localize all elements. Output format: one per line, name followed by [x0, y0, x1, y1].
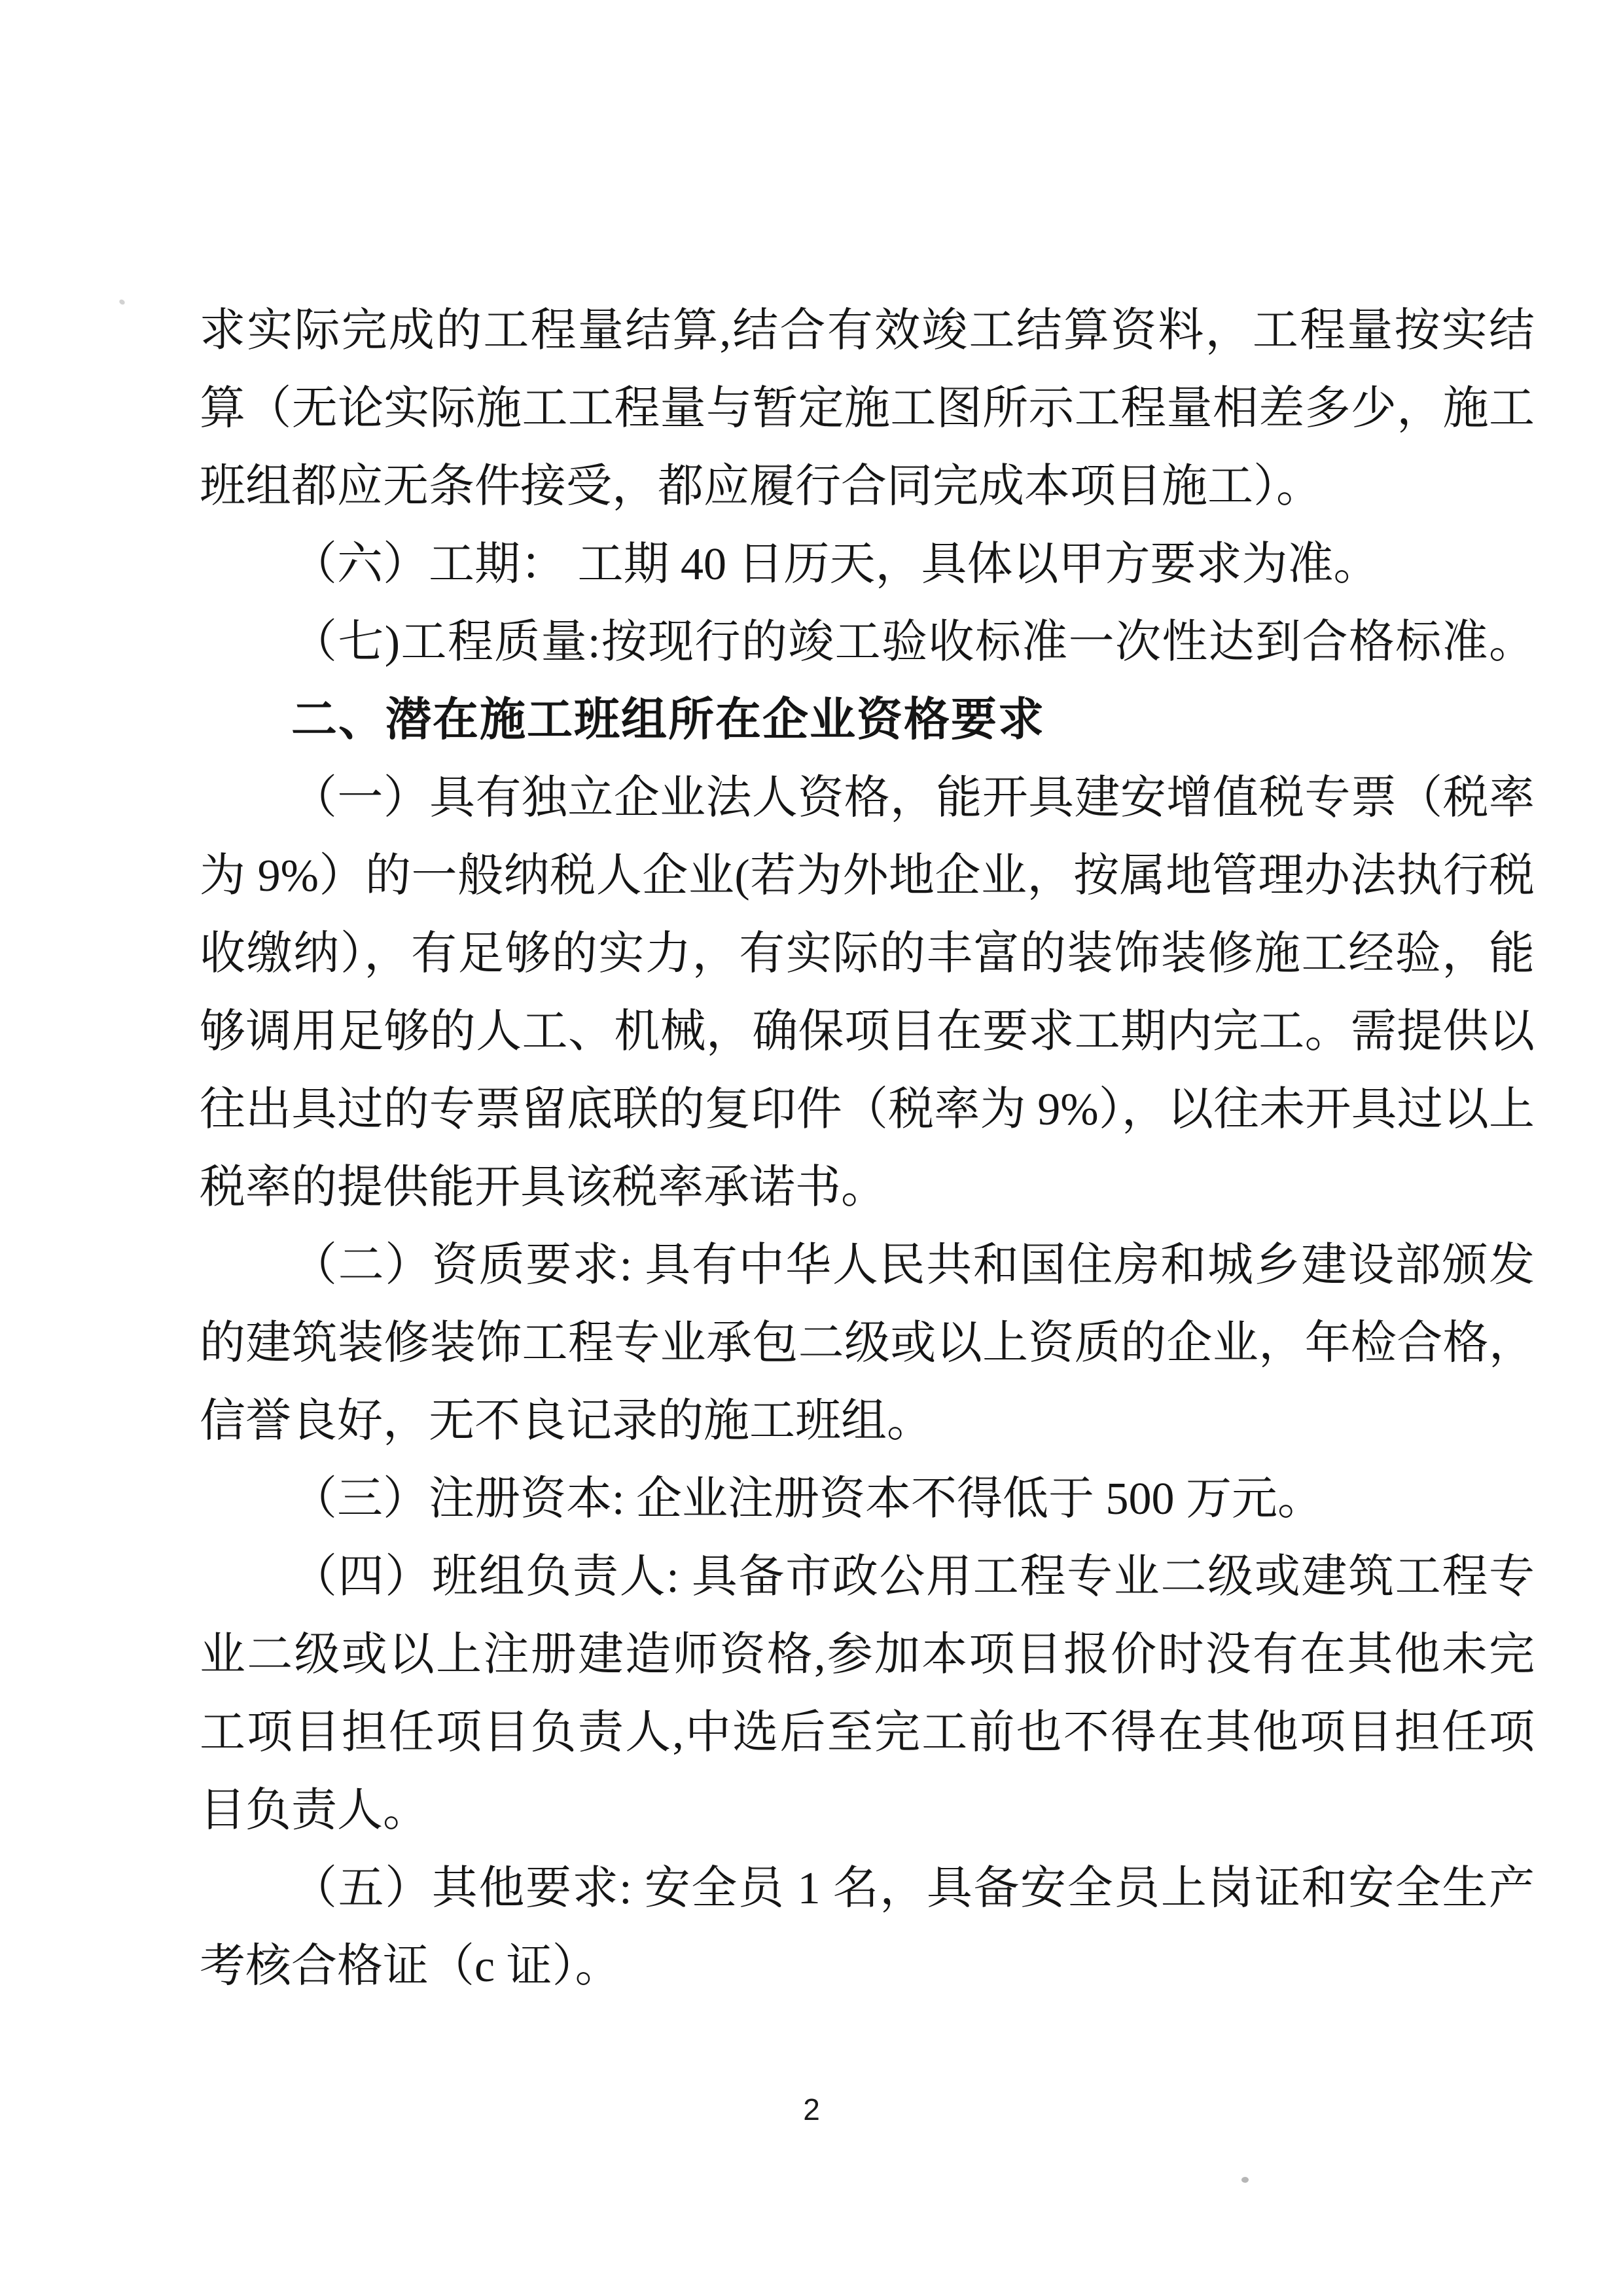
text-line: （四）班组负责人: 具备市政公用工程专业二级或建筑工程专 — [291, 1552, 1535, 1602]
text-line: 考核合格证（c 证）。 — [200, 1941, 621, 1992]
page-number: 2 — [803, 2092, 820, 2126]
text-line: （一）具有独立企业法人资格，能开具建安增值税专票（税率 — [291, 773, 1535, 823]
text-line: 业二级或以上注册建造师资格,参加本项目报价时没有在其他未完 — [200, 1630, 1535, 1680]
text-line: 往出具过的专票留底联的复印件（税率为 9%），以往未开具过以上 — [200, 1085, 1535, 1135]
text-line: 目负责人。 — [200, 1785, 429, 1836]
text-line: （五）其他要求: 安全员 1 名，具备安全员上岗证和安全生产 — [291, 1863, 1535, 1914]
document-body — [200, 292, 1535, 2005]
scan-artifact-dot — [118, 298, 126, 306]
text-line: 算（无论实际施工工程量与暂定施工图所示工程量相差多少，施工 — [200, 384, 1535, 434]
text-line: （六）工期： 工期 40 日历天，具体以甲方要求为准。 — [291, 539, 1380, 590]
text-line: 税率的提供能开具该税率承诺书。 — [200, 1162, 887, 1213]
text-line: 的建筑装修装饰工程专业承包二级或以上资质的企业，年检合格， — [200, 1318, 1535, 1369]
text-line: （三）注册资本: 企业注册资本不得低于 500 万元。 — [291, 1474, 1323, 1524]
scan-artifact-dot — [1241, 2177, 1249, 2183]
text-line: 工项目担任项目负责人,中选后至完工前也不得在其他项目担任项 — [200, 1708, 1535, 1758]
text-line: 求实际完成的工程量结算,结合有效竣工结算资料，工程量按实结 — [200, 306, 1535, 356]
text-line: 收缴纳），有足够的实力，有实际的丰富的装饰装修施工经验，能 — [200, 929, 1535, 979]
text-line: 够调用足够的人工、机械，确保项目在要求工期内完工。需提供以 — [200, 1007, 1535, 1057]
text-line: 为 9%）的一般纳税人企业(若为外地企业，按属地管理办法执行税 — [200, 851, 1535, 901]
text-line: 信誉良好，无不良记录的施工班组。 — [200, 1396, 933, 1446]
text-line: （二）资质要求: 具有中华人民共和国住房和城乡建设部颁发 — [291, 1240, 1535, 1291]
text-line: （七)工程质量:按现行的竣工验收标准一次性达到合格标准。 — [291, 617, 1535, 668]
text-line: 班组都应无条件接受，都应履行合同完成本项目施工）。 — [200, 461, 1322, 512]
section-heading: 二、潜在施工班组所在企业资格要求 — [291, 695, 1045, 745]
